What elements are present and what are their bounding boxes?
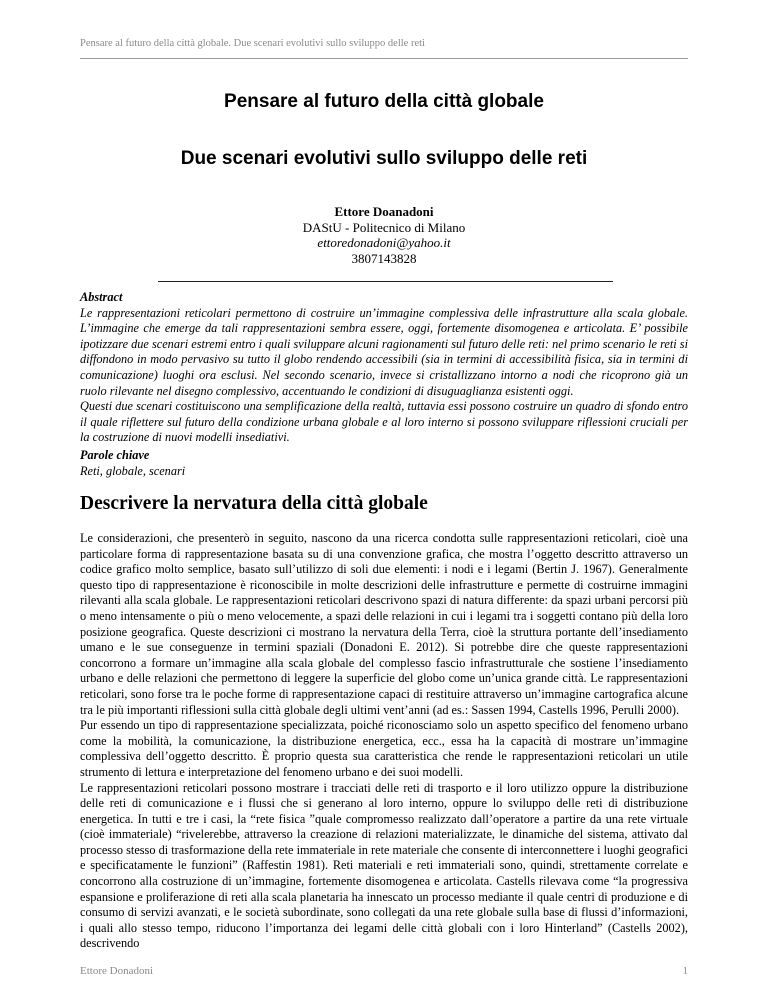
keywords-heading: Parole chiave (80, 448, 150, 462)
abstract (80, 290, 688, 446)
author-name: Ettore Doanadoni (334, 204, 434, 219)
section-heading: Descrivere la nervatura della città globale (80, 493, 428, 514)
abstract-heading: Abstract (80, 290, 123, 304)
author-block (80, 204, 688, 266)
header-divider (80, 58, 688, 59)
abstract-separator (158, 281, 613, 282)
running-header: Pensare al futuro della città globale. Due scenari evolutivi sullo sviluppo delle reti (80, 38, 425, 49)
page-number: 1 (682, 965, 688, 977)
abstract-paragraph: Le rappresentazioni reticolari permettono di costruire un’immagine complessiva delle infrastrutture alla scala globale. L’immagine che emerge da tali rappresentazioni sembra essere, oggi, fortemente disomogenea e articolata. E’ possibile ipotizzare due scenari estremi entro i quali sviluppare alcuni ragionamenti sul futuro delle reti: nel primo scenario le reti si diffondono in modo pervasivo su tutto il globo rendendo accessibili (sia in termini di accessibilità fisica, sia in termini di comunicazione) luoghi ora esclusi. Nel secondo scenario, invece si cristallizzano intorno a nodi che ricoprono già un ruolo rilevante nel disegno complessivo, accentuando le condizioni di disuguaglianza esistenti oggi. (80, 305, 688, 398)
paper-subtitle: Due scenari evolutivi sullo sviluppo delle reti (180, 148, 588, 169)
author-phone: 3807143828 (351, 250, 417, 266)
paper-title: Pensare al futuro della città globale (224, 91, 544, 112)
author-affiliation: DAStU - Politecnico di Milano (302, 219, 466, 235)
abstract-paragraph: Questi due scenari costituiscono una semplificazione della realtà, tuttavia essi possono costruire un quadro di sfondo entro il quale riflettere sul futuro della condizione urbana globale e al loro interno si possono sviluppare riflessioni cruciali per la costruzione di nuovi modelli insediativi. (80, 399, 688, 445)
section-body (80, 531, 688, 952)
author-email[interactable]: ettoredonadoni@yahoo.it (317, 235, 451, 250)
body-paragraph: Pur essendo un tipo di rappresentazione specializzata, poiché riconosciamo solo un aspetto specifico del fenomeno urbano come la mobilità, la comunicazione, la distribuzione energetica, ecc., essa ha la capacità di mostrare un’immagine complessiva dell’oggetto descritto. È proprio questa sua caratteristica che rende le rappresentazioni reticolari un utile strumento di lettura e interpretazione del fenomeno urbano e dei suoi modelli. (80, 718, 688, 779)
keywords (80, 448, 688, 479)
footer-author: Ettore Donadoni (80, 965, 154, 977)
body-paragraph: Le considerazioni, che presenterò in seguito, nascono da una ricerca condotta sulle rappresentazioni reticolari, cioè una particolare forma di rappresentazione basata su di una convenzione grafica, che mostra l’oggetto descritto attraverso un codice grafico molto semplice, basato sull’utilizzo di soli due elementi: i nodi e i legami (Bertin J. 1967). Generalmente questo tipo di rappresentazione è riconoscibile in molte descrizioni delle infrastrutture e permette di costruirne immagini rilevanti alla scala globale. Le rappresentazioni reticolari descrivono spazi di natura differente: da spazi urbani percorsi più o meno intensamente o più o meno velocemente, a spazi delle relazioni in cui i legami tra i soggetti contano più della loro posizione geografica. Queste descrizioni ci mostrano la nervatura della Terra, cioè la struttura portante dell’insediamento umano e le sue conseguenze in termini spaziali (Donadoni E. 2012). Si potrebbe dire che queste rappresentazioni concorrono a formare un’immagine alla scala globale del complesso fascio infrastrutturale che sostiene l’insediamento urbano e delle relazioni che permettono di leggere la superficie del globo come un’unica grande città. Le rappresentazioni reticolari, sono forse tra le poche forme di rappresentazione capaci di restituire attraverso un’immagine cartografica alcune tra le più importanti riflessioni sulla città globale degli ultimi vent’anni (ad es.: Sassen 1994, Castells 1996, Perulli 2000). (80, 531, 688, 717)
body-paragraph: Le rappresentazioni reticolari possono mostrare i tracciati delle reti di trasporto e il loro utilizzo oppure la distribuzione delle reti di comunicazione e i flussi che si generano al loro interno, oppure lo sviluppo delle reti di distribuzione energetica. In tutti e tre i casi, la “rete fisica ”quale compromesso realizzato dall’operatore a partire da una rete virtuale (cioè immateriale) “rivelerebbe, attraverso la creazione di relazioni materializzate, le dinamiche del sistema, attivato dal processo stesso di trasformazione della rete immateriale in rete materiale che consente di interconnettere i luoghi geografici e specificatamente le funzioni” (Raffestin 1981). Reti materiali e reti immateriali sono, quindi, strettamente correlate e concorrono alla costruzione di un’immagine, fortemente disomogenea e articolata. Castells rilevava come “la progressiva espansione e proliferazione di reti alla scala planetaria ha innescato un processo mediante il quale centri di produzione e di consumo di servizi avanzati, e le società subordinate, sono collegati da una rete globale sulla base di flussi d’informazioni, i quali allo stesso tempo, riducono l’importanza dei legami delle città globali con i loro Hinterland” (Castells 2002), descrivendo (80, 780, 688, 951)
keywords-text: Reti, globale, scenari (80, 463, 186, 478)
